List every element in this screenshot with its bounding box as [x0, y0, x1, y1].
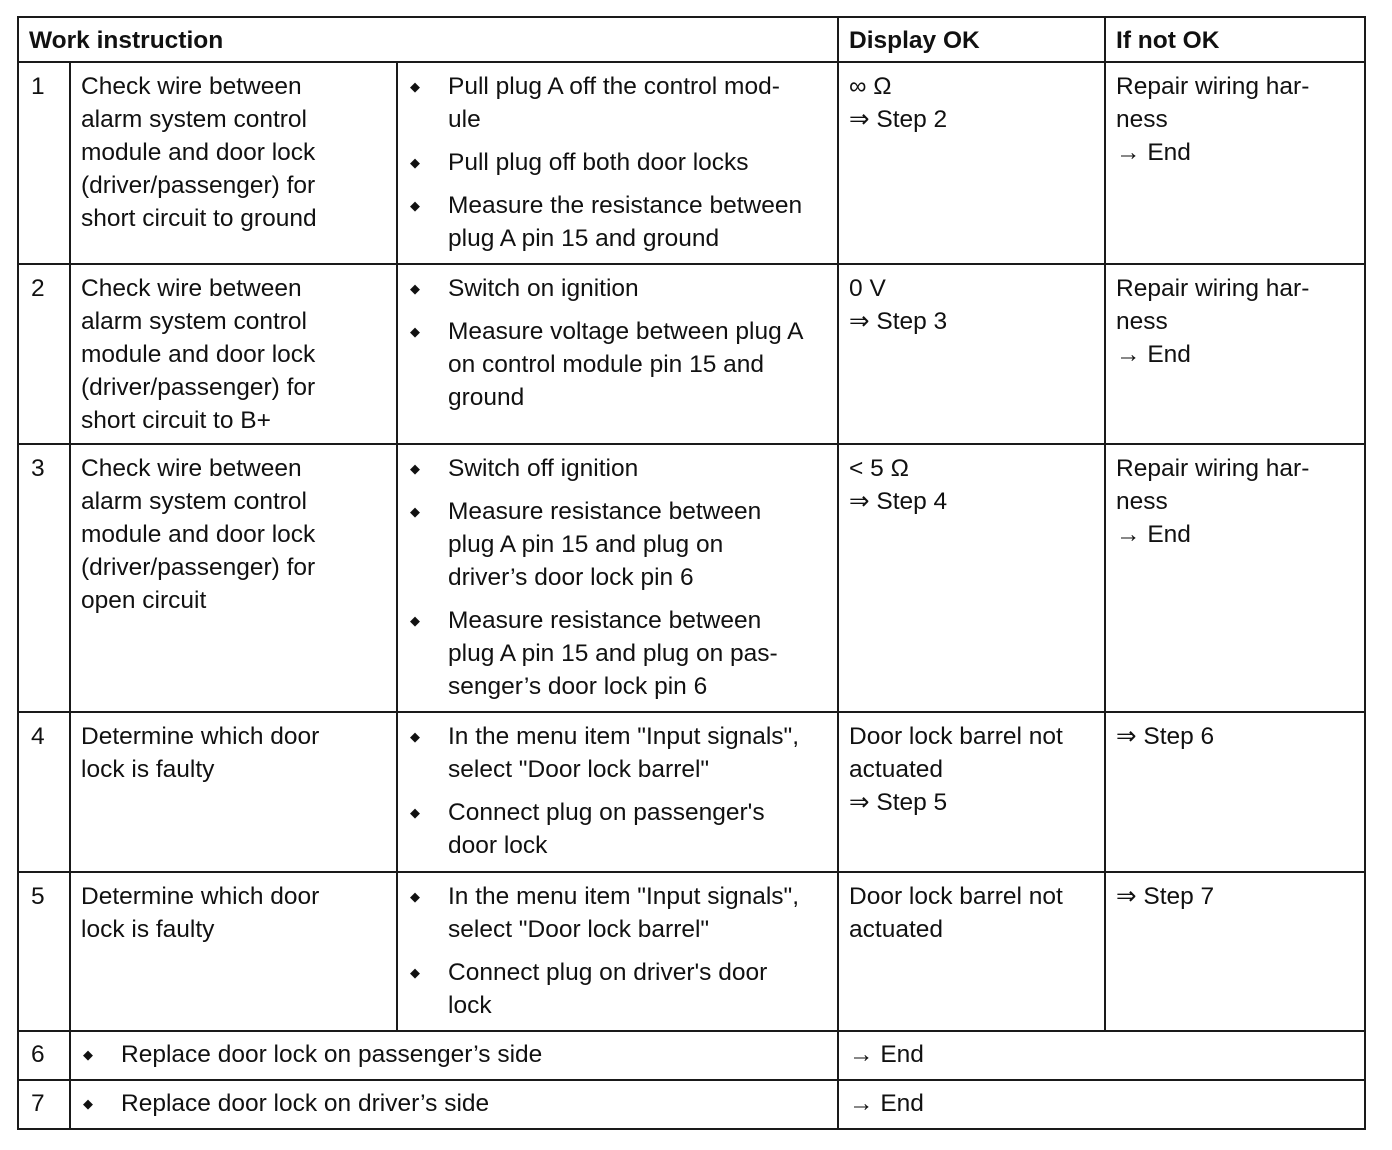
procedure-item: ◆ Pull plug off both door locks: [408, 146, 827, 179]
step-number: 2: [18, 264, 70, 444]
step-number: 4: [18, 712, 70, 872]
check-description: Determine which door lock is faulty: [70, 712, 397, 872]
procedure-item: ◆ Connect plug on passenger's door lock: [408, 796, 827, 862]
procedure-item: ◆ Measure voltage between plug A on control module pin 15 and ground: [408, 315, 827, 414]
header-display-ok: Display OK: [838, 17, 1105, 62]
step-number: 5: [18, 872, 70, 1031]
final-result: → End: [838, 1031, 1365, 1080]
work-instruction-document: [17, 16, 1364, 1130]
table-row: [18, 444, 1365, 712]
check-description: Determine which door lock is faulty: [70, 872, 397, 1031]
check-description: Check wire between alarm system control module and door lock (driver/passenger) for short circuit to ground: [70, 62, 397, 264]
if-not-ok-value: ⇒ Step 6: [1105, 712, 1365, 872]
procedure-cell: [397, 264, 838, 444]
display-ok-value: Door lock barrel not actuated: [838, 872, 1105, 1031]
display-ok-value: Door lock barrel not actuated ⇒ Step 5: [838, 712, 1105, 872]
procedure-item: ◆ Connect plug on driver's door lock: [408, 956, 827, 1022]
step-number: 7: [18, 1080, 70, 1129]
table-row: [18, 872, 1365, 1031]
display-ok-value: ∞ Ω ⇒ Step 2: [838, 62, 1105, 264]
table-row: [18, 62, 1365, 264]
step-number: 3: [18, 444, 70, 712]
procedure-list: [408, 452, 827, 703]
check-description: Check wire between alarm system control module and door lock (driver/passenger) for open circuit: [70, 444, 397, 712]
procedure-item: ◆ Switch on ignition: [408, 272, 827, 305]
final-action-cell: [70, 1031, 838, 1080]
table-body: [18, 62, 1365, 1129]
procedure-item: ◆ In the menu item "Input signals", select "Door lock barrel": [408, 880, 827, 946]
procedure-item: ◆ In the menu item "Input signals", select "Door lock barrel": [408, 720, 827, 786]
header-work-instruction: Work instruction: [18, 17, 838, 62]
procedure-list: [408, 880, 827, 1022]
final-action-text: ◆ Replace door lock on passenger’s side: [81, 1038, 827, 1071]
if-not-ok-value: ⇒ Step 7: [1105, 872, 1365, 1031]
table-row: [18, 264, 1365, 444]
table-row: [18, 1080, 1365, 1129]
step-number: 1: [18, 62, 70, 264]
table-row: [18, 712, 1365, 872]
procedure-list: [408, 70, 827, 255]
check-description: Check wire between alarm system control module and door lock (driver/passenger) for short circuit to B+: [70, 264, 397, 444]
table-row: [18, 1031, 1365, 1080]
if-not-ok-value: Repair wiring har- ness → End: [1105, 62, 1365, 264]
procedure-item: ◆ Measure resistance between plug A pin 15 and plug on driver’s door lock pin 6: [408, 495, 827, 594]
procedure-cell: [397, 444, 838, 712]
procedure-cell: [397, 712, 838, 872]
if-not-ok-value: Repair wiring har- ness → End: [1105, 444, 1365, 712]
work-instruction-table: [17, 16, 1366, 1130]
procedure-item: ◆ Measure resistance between plug A pin 15 and plug on pas- senger’s door lock pin 6: [408, 604, 827, 703]
header-if-not-ok: If not OK: [1105, 17, 1365, 62]
procedure-cell: [397, 62, 838, 264]
final-action-cell: [70, 1080, 838, 1129]
procedure-list: [408, 720, 827, 862]
procedure-list: [408, 272, 827, 414]
table-header-row: [18, 17, 1365, 62]
procedure-item: ◆ Switch off ignition: [408, 452, 827, 485]
display-ok-value: < 5 Ω ⇒ Step 4: [838, 444, 1105, 712]
procedure-item: ◆ Pull plug A off the control mod- ule: [408, 70, 827, 136]
procedure-item: ◆ Measure the resistance between plug A pin 15 and ground: [408, 189, 827, 255]
if-not-ok-value: Repair wiring har- ness → End: [1105, 264, 1365, 444]
display-ok-value: 0 V ⇒ Step 3: [838, 264, 1105, 444]
step-number: 6: [18, 1031, 70, 1080]
procedure-cell: [397, 872, 838, 1031]
final-result: → End: [838, 1080, 1365, 1129]
final-action-text: ◆ Replace door lock on driver’s side: [81, 1087, 827, 1120]
